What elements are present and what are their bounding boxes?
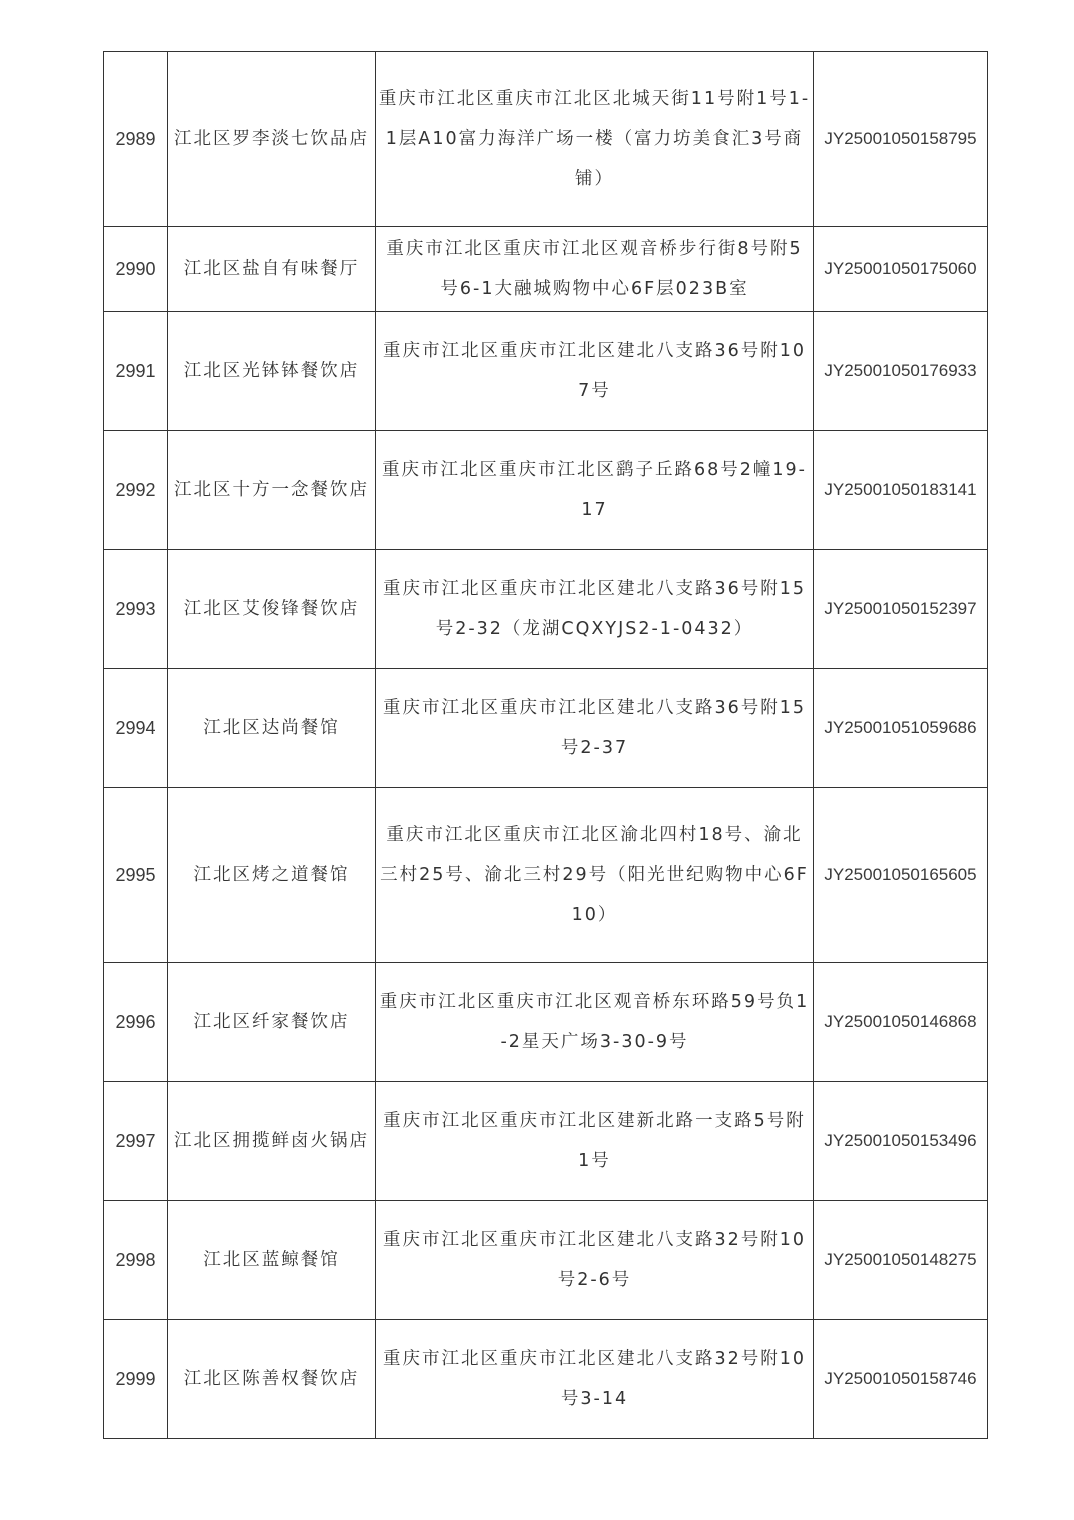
table-row <box>104 1320 988 1439</box>
business-address: 重庆市江北区重庆市江北区北城天街11号附1号1-1层A10富力海洋广场一楼（富力坊美食汇3号商铺） <box>376 52 814 227</box>
business-name: 江北区盐自有味餐厅 <box>168 227 376 312</box>
business-address: 重庆市江北区重庆市江北区建北八支路36号附15号2-37 <box>376 669 814 788</box>
business-name: 江北区蓝鲸餐馆 <box>168 1201 376 1320</box>
license-number: JY25001050165605 <box>814 788 988 963</box>
table-row <box>104 312 988 431</box>
row-number: 2997 <box>104 1082 168 1201</box>
business-address: 重庆市江北区重庆市江北区鹞子丘路68号2幢19-17 <box>376 431 814 550</box>
row-number: 2990 <box>104 227 168 312</box>
row-number: 2998 <box>104 1201 168 1320</box>
table-row <box>104 788 988 963</box>
business-name: 江北区十方一念餐饮店 <box>168 431 376 550</box>
table-row <box>104 227 988 312</box>
business-name: 江北区陈善权餐饮店 <box>168 1320 376 1439</box>
license-number: JY25001051059686 <box>814 669 988 788</box>
license-number: JY25001050158795 <box>814 52 988 227</box>
license-table <box>103 51 988 1439</box>
row-number: 2994 <box>104 669 168 788</box>
license-number: JY25001050158746 <box>814 1320 988 1439</box>
table-row <box>104 1201 988 1320</box>
table-row <box>104 1082 988 1201</box>
table-row <box>104 52 988 227</box>
business-address: 重庆市江北区重庆市江北区建北八支路32号附10号2-6号 <box>376 1201 814 1320</box>
row-number: 2989 <box>104 52 168 227</box>
business-name: 江北区达尚餐馆 <box>168 669 376 788</box>
license-number: JY25001050176933 <box>814 312 988 431</box>
table-row <box>104 669 988 788</box>
table-row <box>104 963 988 1082</box>
business-address: 重庆市江北区重庆市江北区建北八支路36号附15号2-32（龙湖CQXYJS2-1-0432） <box>376 550 814 669</box>
row-number: 2991 <box>104 312 168 431</box>
license-number: JY25001050153496 <box>814 1082 988 1201</box>
business-address: 重庆市江北区重庆市江北区观音桥东环路59号负1-2星天广场3-30-9号 <box>376 963 814 1082</box>
row-number: 2992 <box>104 431 168 550</box>
license-number: JY25001050183141 <box>814 431 988 550</box>
business-name: 江北区光钵钵餐饮店 <box>168 312 376 431</box>
business-name: 江北区烤之道餐馆 <box>168 788 376 963</box>
row-number: 2996 <box>104 963 168 1082</box>
row-number: 2999 <box>104 1320 168 1439</box>
license-number: JY25001050146868 <box>814 963 988 1082</box>
business-address: 重庆市江北区重庆市江北区建北八支路36号附107号 <box>376 312 814 431</box>
business-name: 江北区纤家餐饮店 <box>168 963 376 1082</box>
business-address: 重庆市江北区重庆市江北区建北八支路32号附10号3-14 <box>376 1320 814 1439</box>
row-number: 2995 <box>104 788 168 963</box>
row-number: 2993 <box>104 550 168 669</box>
table-row <box>104 550 988 669</box>
business-address: 重庆市江北区重庆市江北区建新北路一支路5号附1号 <box>376 1082 814 1201</box>
business-name: 江北区罗李淡七饮品店 <box>168 52 376 227</box>
business-address: 重庆市江北区重庆市江北区观音桥步行街8号附5号6-1大融城购物中心6F层023B室 <box>376 227 814 312</box>
license-number: JY25001050152397 <box>814 550 988 669</box>
license-number: JY25001050148275 <box>814 1201 988 1320</box>
table-row <box>104 431 988 550</box>
license-number: JY25001050175060 <box>814 227 988 312</box>
business-address: 重庆市江北区重庆市江北区渝北四村18号、渝北三村25号、渝北三村29号（阳光世纪购物中心6F10） <box>376 788 814 963</box>
business-name: 江北区艾俊锋餐饮店 <box>168 550 376 669</box>
business-name: 江北区拥揽鲜卤火锅店 <box>168 1082 376 1201</box>
